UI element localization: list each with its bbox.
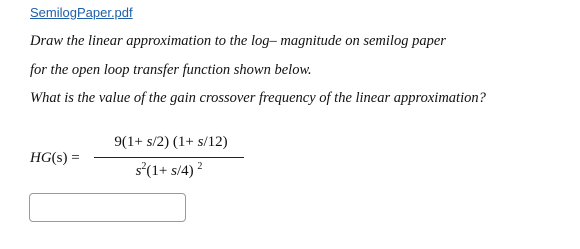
question-line-3: What is the value of the gain crossover frequency of the linear approximation? (30, 90, 486, 106)
answer-input[interactable] (29, 193, 186, 222)
denominator-factor-var: s (171, 163, 177, 179)
numerator-factor1-var: s (146, 134, 153, 150)
denominator-factor-exponent: 2 (197, 161, 203, 172)
denominator-var: s (135, 163, 142, 179)
numerator-factor2-var: s (197, 134, 204, 150)
denominator-factor-close: /4) (176, 163, 198, 179)
numerator-factor2-close: /12) (203, 134, 228, 150)
equation-equals: = (71, 150, 80, 166)
numerator-factor2-open: (1+ (169, 134, 198, 150)
question-line-1: Draw the linear approximation to the log– magnitude on semilog paper (30, 33, 446, 49)
fraction-numerator (97, 134, 245, 151)
semilog-paper-link[interactable]: SemilogPaper.pdf (30, 5, 133, 20)
denominator-factor-open: (1+ (146, 163, 172, 179)
equation-lhs-var: (s) (51, 150, 68, 166)
equation-lhs (30, 150, 80, 167)
numerator-factor1-close: /2) (152, 134, 170, 150)
fraction-bar (94, 157, 244, 158)
numerator-gain: 9 (114, 134, 122, 150)
fraction-denominator (94, 163, 244, 180)
denominator-var-exponent: 2 (141, 161, 147, 172)
question-line-2: for the open loop transfer function shown below. (30, 62, 312, 78)
numerator-factor1-open: (1+ (121, 134, 147, 150)
equation-lhs-name: HG (30, 150, 52, 166)
